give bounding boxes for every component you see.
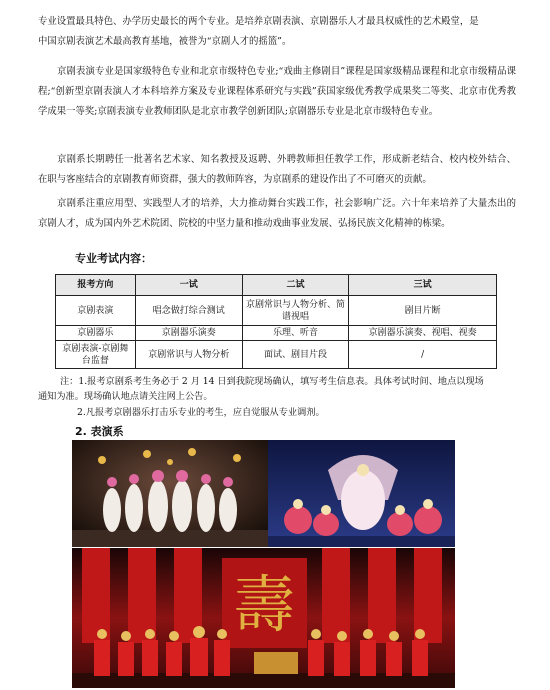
note-1-line-2: 通知为准。现场确认地点请关注网上公告。: [38, 391, 213, 402]
specialty-paragraph: 京剧表演专业是国家级特色专业和北京市级特色专业;“戏曲主修剧目”课程是国家级精品课程和北京市级精品课程;“创新型京剧表演人才本科培养方案及专业课程体系研究与实践”获国家级优秀教学成果奖二等奖、北京市优秀教学成果一等奖;京剧表演专业教师团队是北京市教学创新团队;京剧器乐专业是北京市级特色专业。: [38, 66, 516, 117]
table-cell: 京剧器乐演奏、视唱、视奏: [349, 326, 497, 341]
intro-line-1: 专业设置最具特色、办学历史最长的两个专业。是培养京剧表演、京剧器乐人才最具权威性的艺术殿堂，是: [38, 16, 479, 27]
note-1-line-1: 注：1.报考京剧系考生务必于 2 月 14 日到我院现场确认，填写考生信息表。具体考试时间、地点以现场: [60, 376, 484, 387]
stage-performance-photo: [72, 548, 455, 688]
table-cell: 京剧常识与人物分析、简谱视唱: [242, 296, 349, 326]
table-cell: 唱念做打综合测试: [135, 296, 242, 326]
table-cell: /: [349, 341, 497, 369]
section-heading: 2. 表演系: [75, 425, 124, 438]
table-cell: 京剧表演-京剧舞台监督: [56, 341, 136, 369]
opera-ensemble-photo: [72, 440, 268, 547]
table-header-cell: 一试: [135, 275, 242, 296]
table-header-cell: 二试: [242, 275, 349, 296]
note-2: 2.凡报考京剧器乐打击乐专业的考生，应自觉服从专业调剂。: [77, 407, 325, 418]
table-header-cell: 报考方向: [56, 275, 136, 296]
exam-table: [55, 274, 497, 369]
exam-content-heading: 专业考试内容：: [75, 252, 152, 265]
table-cell: 京剧器乐: [56, 326, 136, 341]
opera-ensemble-image: [72, 440, 268, 547]
table-cell: 剧目片断: [349, 296, 497, 326]
dance-performance-image: [268, 440, 455, 547]
table-header-cell: 三试: [349, 275, 497, 296]
table-cell: 京剧常识与人物分析: [135, 341, 242, 369]
stage-performance-image: [72, 548, 455, 688]
dance-performance-photo: [268, 440, 455, 547]
table-cell: 乐理、听音: [242, 326, 349, 341]
faculty-paragraph: 京剧系长期聘任一批著名艺术家、知名教授及返聘、外聘教师担任教学工作，形成新老结合、校内校外结合、在职与客座结合的京剧教育师资群，强大的教师阵容，为京剧系的建设作出了不可磨灭的贡献。: [38, 154, 516, 185]
table-cell: 京剧表演: [56, 296, 136, 326]
stage-backdrop-glyph: 壽: [232, 568, 296, 641]
table-row: [56, 341, 497, 369]
table-cell: 面试、剧目片段: [242, 341, 349, 369]
table-row: [56, 296, 497, 326]
intro-line-2: 中国京剧表演艺术最高教育基地，被誉为“京剧人才的摇篮”。: [38, 36, 292, 47]
training-paragraph: 京剧系注重应用型、实践型人才的培养，大力推动舞台实践工作，社会影响广泛。六十年来培养了大量杰出的京剧人才，成为国内外艺术院团、院校的中坚力量和推动戏曲事业发展、弘扬民族文化精神的栋梁。: [38, 198, 516, 229]
intro-paragraph: [38, 12, 516, 52]
table-row: [56, 326, 497, 341]
table-cell: 京剧器乐演奏: [135, 326, 242, 341]
table-header-row: [56, 275, 497, 296]
